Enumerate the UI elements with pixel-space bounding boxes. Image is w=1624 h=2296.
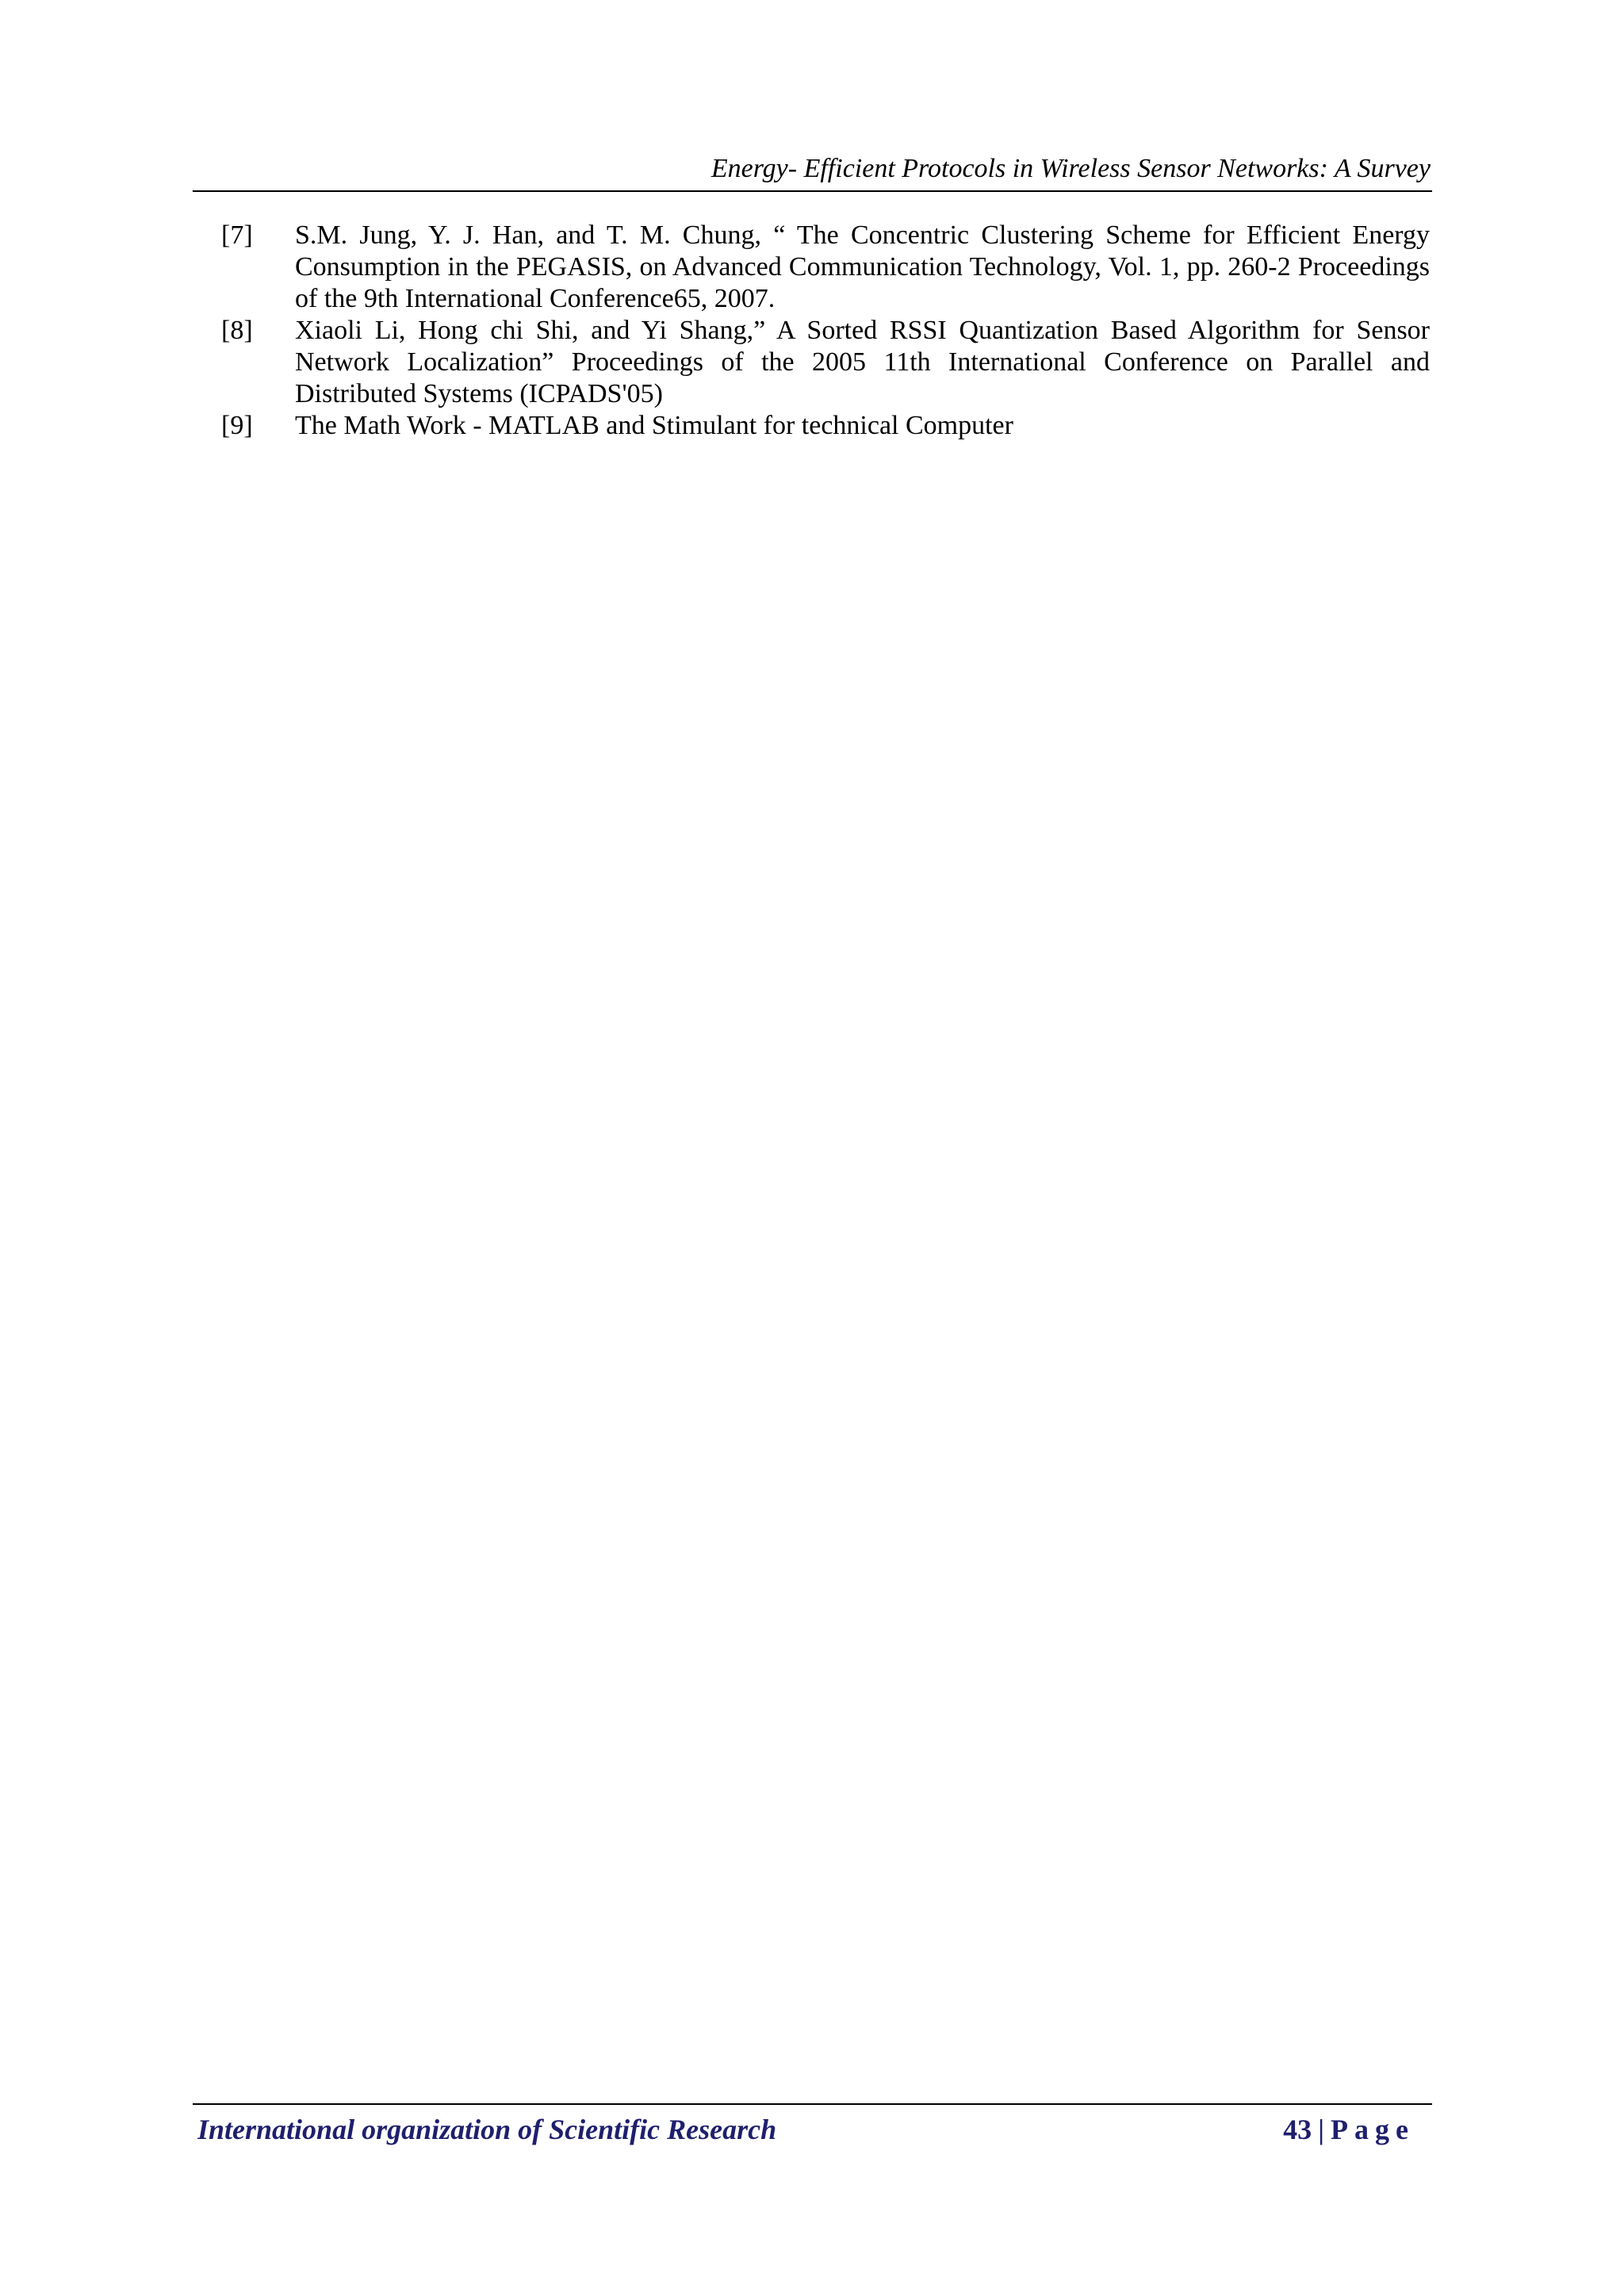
organization-name: International organization of Scientific Research (197, 2114, 777, 2145)
reference-text: S.M. Jung, Y. J. Han, and T. M. Chung, “ The Concentric Clustering Scheme for Efficient Energy Consumption in the PEGASIS, on Advanced Communication Technology, Vol. 1, pp. 260-2 Proceedings of the 9th International Conference65, 2007. (295, 220, 1430, 313)
reference-text: The Math Work - MATLAB and Stimulant for technical Computer (295, 411, 1013, 440)
running-title: Energy- Efficient Protocols in Wireless Sensor Networks: A Survey (710, 154, 1431, 183)
reference-text: Xiaoli Li, Hong chi Shi, and Yi Shang,” A Sorted RSSI Quantization Based Algorithm for Sensor Network Localization” Proceedings of the 2005 11th International Conference on Parallel and Distributed Systems (ICPADS'05) (295, 316, 1430, 408)
page-label: Page (1331, 2114, 1415, 2145)
page-indicator (1283, 2113, 1415, 2146)
reference-item (221, 410, 1430, 442)
reference-number: [7] (221, 220, 253, 250)
reference-number: [9] (221, 411, 253, 440)
reference-item (221, 315, 1430, 410)
reference-number: [8] (221, 316, 253, 345)
running-header (193, 151, 1432, 192)
reference-list (221, 220, 1430, 442)
page-separator: | (1318, 2114, 1325, 2145)
page-footer (193, 2103, 1432, 2152)
page-number: 43 (1283, 2114, 1312, 2145)
reference-item (221, 220, 1430, 315)
